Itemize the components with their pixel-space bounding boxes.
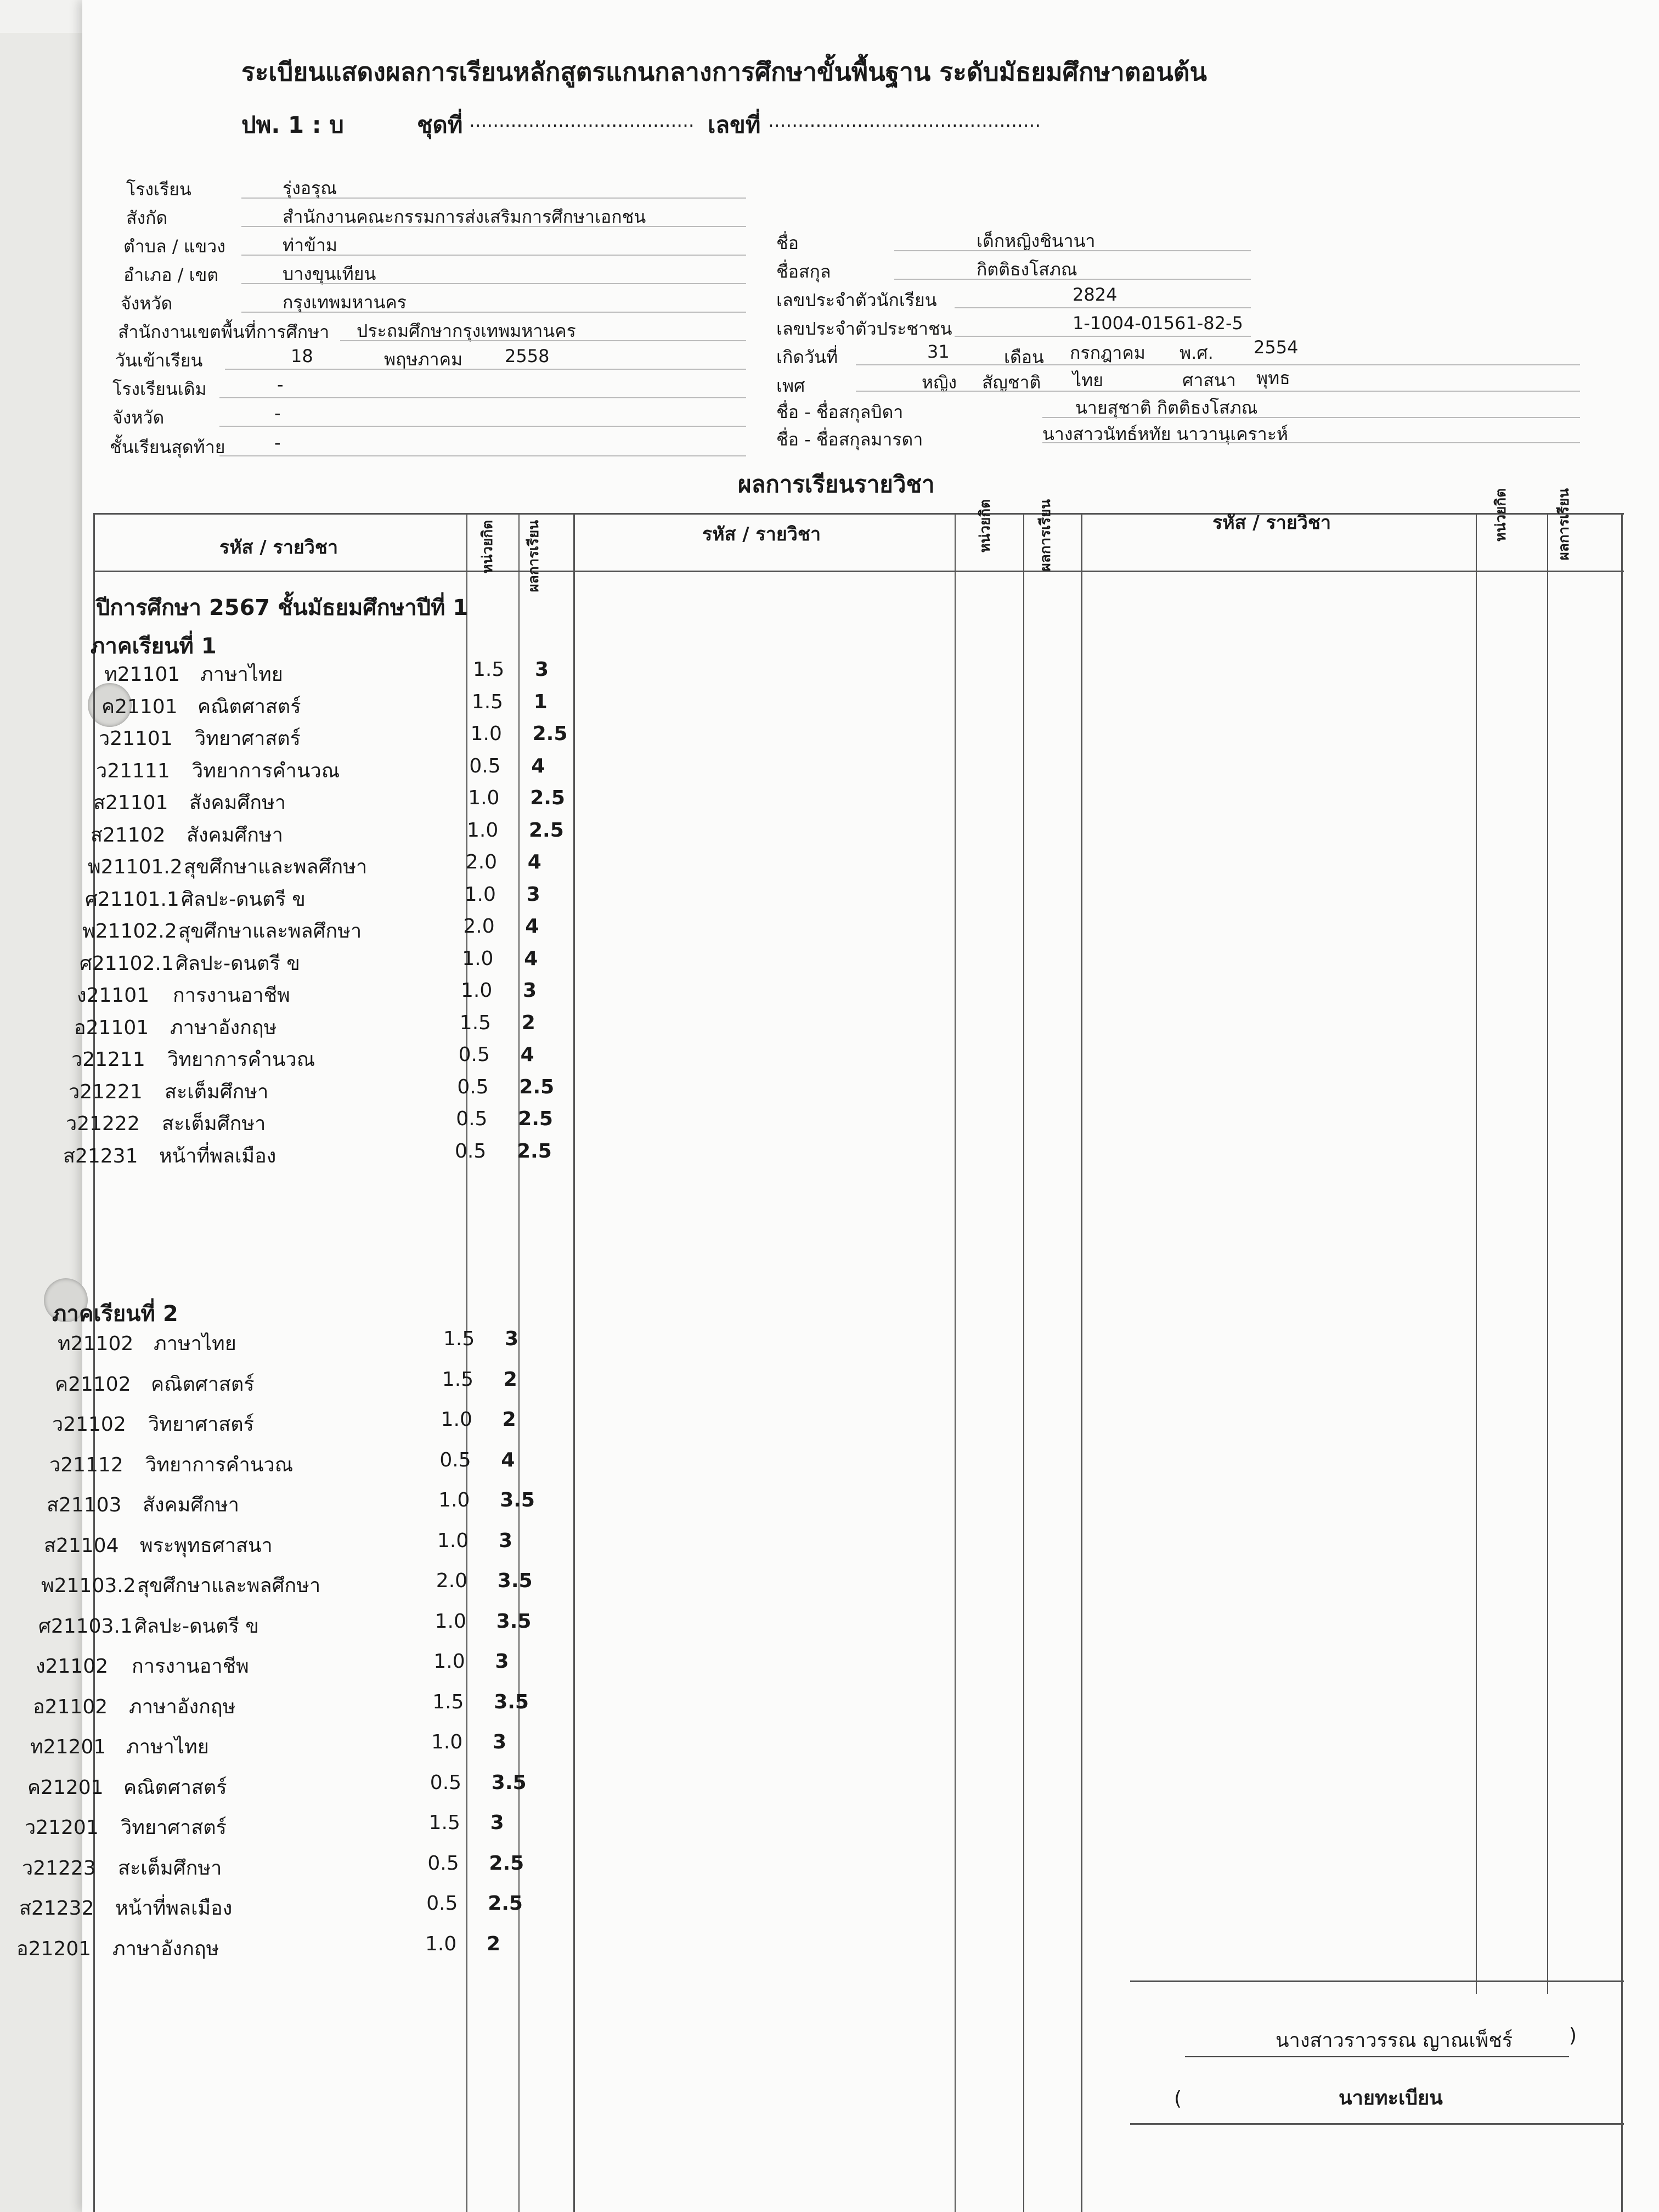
course-row <box>0 1570 576 1600</box>
course-name: คณิตศาสตร์ <box>123 1776 227 1799</box>
name-value: เด็กหญิงชินานา <box>977 230 1096 251</box>
last-level-value: - <box>274 432 281 453</box>
course-credit: 1.0 <box>425 1932 457 1955</box>
course-code: ศ21102.1 <box>80 952 174 975</box>
course-name: วิทยาศาสตร์ <box>195 727 301 750</box>
course-name: ภาษาไทย <box>126 1736 209 1758</box>
signature-open-paren: ( <box>1174 2087 1182 2110</box>
results-title: ผลการเรียนรายวิชา <box>738 471 935 498</box>
course-grade: 3 <box>523 979 537 1002</box>
course-row <box>0 723 576 753</box>
course-code: ว21221 <box>69 1080 143 1103</box>
birth-month: กรกฎาคม <box>1070 342 1146 363</box>
course-row <box>0 979 576 1010</box>
course-name: สุขศึกษาและพลศึกษา <box>184 856 368 878</box>
course-code: ท21201 <box>30 1736 106 1758</box>
course-grade: 3.5 <box>491 1771 527 1794</box>
prev-province-value: - <box>274 403 281 424</box>
course-row <box>0 1449 576 1480</box>
course-grade: 4 <box>501 1448 515 1471</box>
citizen-id-label: เลขประจำตัวประชาชน <box>776 318 952 339</box>
district-label: อำเภอ / เขต <box>123 264 219 285</box>
course-code: ว21201 <box>25 1816 99 1839</box>
course-code: ศ21101.1 <box>85 888 179 911</box>
course-grade: 3 <box>495 1650 509 1673</box>
year-heading: ปีการศึกษา 2567 ชั้นมัธยมศึกษาปีที่ 1 <box>96 595 469 620</box>
course-code: พ21103.2 <box>41 1575 136 1597</box>
course-name: ศิลปะ-ดนตรี ข <box>176 952 300 975</box>
course-grade: 3 <box>505 1328 519 1350</box>
course-row <box>0 755 576 786</box>
term2-heading: ภาคเรียนที่ 2 <box>52 1301 178 1327</box>
course-name: ศิลปะ-ดนตรี ข <box>134 1615 259 1638</box>
surname-label: ชื่อสกุล <box>776 261 831 282</box>
course-name: คณิตศาสตร์ <box>198 695 301 718</box>
course-name: สังคมศึกษา <box>143 1494 239 1516</box>
province-label: จังหวัด <box>121 293 173 314</box>
course-grade: 3 <box>493 1731 507 1753</box>
course-credit: 2.0 <box>436 1570 468 1592</box>
course-code: พ21102.2 <box>82 920 177 943</box>
affiliation-value: สำนักงานคณะกรรมการส่งเสริมการศึกษาเอกชน <box>283 206 646 227</box>
course-row <box>0 1812 576 1842</box>
course-grade: 4 <box>520 1043 534 1066</box>
course-grade: 4 <box>531 754 545 777</box>
gender-label: เพศ <box>776 375 805 396</box>
course-code: ว21222 <box>66 1113 140 1135</box>
course-code: อ21201 <box>16 1937 92 1960</box>
course-row <box>0 915 576 946</box>
course-grade: 2.5 <box>529 819 564 842</box>
be-label: พ.ศ. <box>1180 342 1214 363</box>
course-credit: 1.0 <box>461 979 493 1002</box>
course-code: ท21101 <box>104 663 180 686</box>
subdistrict-label: ตำบล / แขวง <box>123 236 225 257</box>
course-name: สังคมศึกษา <box>189 792 286 814</box>
course-row <box>0 1408 576 1439</box>
course-row <box>0 1076 576 1107</box>
citizen-id-value: 1-1004-01561-82-5 <box>1073 313 1243 334</box>
col-subject-3: รหัส / รายวิชา <box>1212 512 1331 534</box>
course-credit: 1.5 <box>428 1812 460 1834</box>
surname-value: กิตติธงโสภณ <box>977 259 1077 280</box>
course-row <box>0 1043 576 1074</box>
course-grade: 3.5 <box>500 1489 535 1511</box>
course-grade: 2.5 <box>488 1892 523 1915</box>
course-credit: 1.0 <box>470 723 502 745</box>
course-credit: 0.5 <box>426 1892 458 1915</box>
course-row <box>0 1650 576 1681</box>
course-grade: 4 <box>525 915 539 938</box>
course-code: ง21101 <box>77 984 150 1007</box>
course-name: วิทยาศาสตร์ <box>148 1413 255 1436</box>
school-label: โรงเรียน <box>126 179 191 200</box>
signature-close-paren: ) <box>1569 2024 1577 2047</box>
course-grade: 3 <box>490 1812 504 1834</box>
course-code: พ21101.2 <box>88 856 183 878</box>
course-grade: 2.5 <box>489 1852 524 1875</box>
course-row <box>0 1108 576 1138</box>
prev-school-label: โรงเรียนเดิม <box>112 379 207 399</box>
student-id-value: 2824 <box>1073 284 1118 305</box>
col-grade-1: ผลการเรียน <box>526 520 542 592</box>
course-credit: 0.5 <box>456 1108 488 1130</box>
course-credit: 0.5 <box>430 1771 462 1794</box>
course-name: วิทยาการคำนวณ <box>192 759 340 782</box>
course-code: ว21211 <box>71 1048 145 1071</box>
course-name: วิทยาการคำนวณ <box>145 1453 294 1476</box>
mother-value: นางสาวนัทธ์หทัย นาวานุเคราะห์ <box>1042 424 1288 444</box>
course-name: การงานอาชีพ <box>173 984 290 1007</box>
course-credit: 2.0 <box>463 915 495 938</box>
registrar-name: นางสาวราวรรณ ญาณเพ็ชร์ <box>1276 2029 1513 2052</box>
course-name: สุขศึกษาและพลศึกษา <box>178 920 362 943</box>
course-credit: 1.5 <box>473 658 505 681</box>
course-code: ท21102 <box>58 1333 134 1355</box>
course-code: ว21112 <box>49 1453 123 1476</box>
course-row <box>0 1691 576 1722</box>
course-credit: 0.5 <box>427 1852 459 1875</box>
course-row <box>0 1852 576 1883</box>
course-name: หน้าที่พลเมือง <box>115 1897 233 1920</box>
course-credit: 0.5 <box>469 754 501 777</box>
number-label: เลขที่ <box>708 111 761 138</box>
course-credit: 1.0 <box>433 1650 465 1673</box>
name-label: ชื่อ <box>776 233 799 253</box>
course-name: ศิลปะ-ดนตรี ข <box>181 888 306 911</box>
area-label: สำนักงานเขตพื้นที่การศึกษา <box>118 321 330 342</box>
religion-label: ศาสนา <box>1182 370 1236 391</box>
nationality-label: สัญชาติ <box>982 372 1041 393</box>
course-code: ส21101 <box>93 792 168 814</box>
course-code: ส21102 <box>91 823 166 847</box>
course-row <box>0 819 576 850</box>
col-credit-2: หน่วยกิต <box>977 499 994 553</box>
school-value: รุ่งอรุณ <box>283 178 337 199</box>
course-grade: 3 <box>499 1529 513 1552</box>
course-name: ภาษาไทย <box>200 663 283 686</box>
course-row <box>0 1892 576 1923</box>
course-credit: 1.5 <box>471 690 504 713</box>
father-label: ชื่อ - ชื่อสกุลบิดา <box>776 402 904 422</box>
course-credit: 0.5 <box>455 1139 487 1163</box>
enter-year: 2558 <box>505 346 550 366</box>
course-row <box>0 1530 576 1560</box>
course-grade: 2 <box>503 1368 517 1391</box>
religion-value: พุทธ <box>1256 368 1290 388</box>
course-grade: 2 <box>487 1932 501 1955</box>
course-code: อ21101 <box>74 1016 149 1039</box>
course-grade: 1 <box>533 690 548 713</box>
course-grade: 3.5 <box>496 1610 532 1633</box>
course-name: วิทยาศาสตร์ <box>121 1816 227 1839</box>
course-credit: 1.0 <box>467 819 499 842</box>
course-row <box>0 1771 576 1802</box>
course-name: สุขศึกษาและพลศึกษา <box>137 1575 321 1597</box>
form-code: ปพ. 1 : บ <box>241 111 344 138</box>
course-grade: 2.5 <box>532 723 568 745</box>
course-code: ค21101 <box>101 695 178 718</box>
course-code: ส21232 <box>19 1897 94 1920</box>
course-credit: 1.5 <box>442 1368 474 1391</box>
course-name: การงานอาชีพ <box>132 1655 249 1678</box>
subdistrict-value: ท่าข้าม <box>283 235 337 256</box>
course-row <box>0 1012 576 1042</box>
term1-heading: ภาคเรียนที่ 1 <box>91 634 217 659</box>
last-level-label: ชั้นเรียนสุดท้าย <box>110 437 225 458</box>
course-row <box>0 1489 576 1520</box>
affiliation-label: สังกัด <box>126 207 168 228</box>
course-code: อ21102 <box>33 1695 108 1718</box>
mother-label: ชื่อ - ชื่อสกุลมารดา <box>776 429 923 450</box>
area-value: ประถมศึกษากรุงเทพมหานคร <box>357 320 576 341</box>
col-subject-2: รหัส / รายวิชา <box>702 523 821 545</box>
course-credit: 1.0 <box>468 787 500 809</box>
course-grade: 4 <box>527 851 541 873</box>
course-name: ภาษาไทย <box>154 1333 236 1355</box>
course-credit: 1.0 <box>462 947 494 970</box>
course-code: ง21102 <box>36 1655 109 1678</box>
course-grade: 2.5 <box>530 787 565 809</box>
birth-label: เกิดวันที่ <box>776 347 838 368</box>
course-code: ส21104 <box>44 1534 119 1557</box>
course-name: ภาษาอังกฤษ <box>112 1937 219 1960</box>
prev-school-value: - <box>277 374 284 395</box>
course-name: สังคมศึกษา <box>187 823 283 847</box>
course-name: ภาษาอังกฤษ <box>170 1016 277 1039</box>
course-row <box>0 787 576 817</box>
course-row <box>0 1368 576 1399</box>
course-name: หน้าที่พลเมือง <box>159 1144 276 1167</box>
course-credit: 1.0 <box>441 1408 472 1431</box>
registrar-role: นายทะเบียน <box>1339 2087 1443 2109</box>
course-credit: 1.5 <box>459 1011 492 1034</box>
district-value: บางขุนเทียน <box>283 263 376 284</box>
course-code: ศ21103.1 <box>38 1615 133 1638</box>
birth-day: 31 <box>927 341 950 362</box>
course-grade: 3.5 <box>497 1570 533 1592</box>
col-grade-2: ผลการเรียน <box>1037 499 1054 572</box>
course-row <box>0 691 576 721</box>
course-credit: 0.5 <box>439 1448 471 1471</box>
enter-month: พฤษภาคม <box>384 349 463 370</box>
course-grade: 4 <box>524 947 538 970</box>
course-code: ว21111 <box>96 759 170 782</box>
course-name: วิทยาการคำนวณ <box>167 1048 315 1071</box>
birth-year: 2554 <box>1254 337 1299 358</box>
father-value: นายสุชาติ กิตติธงโสภณ <box>1075 397 1258 418</box>
course-name: พระพุทธศาสนา <box>140 1534 273 1557</box>
nationality-value: ไทย <box>1073 370 1103 391</box>
course-row <box>0 883 576 914</box>
course-grade: 2 <box>521 1011 535 1034</box>
course-row <box>0 851 576 882</box>
course-grade: 2.5 <box>518 1108 553 1130</box>
number-dots: .............................................. <box>768 110 1041 132</box>
course-credit: 1.5 <box>443 1328 475 1350</box>
course-row <box>0 947 576 978</box>
course-code: ค21201 <box>27 1776 104 1799</box>
month-label: เดือน <box>1004 347 1044 368</box>
course-name: คณิตศาสตร์ <box>151 1373 255 1396</box>
enter-label: วันเข้าเรียน <box>115 350 203 371</box>
course-credit: 1.0 <box>438 1489 470 1511</box>
course-grade: 3 <box>535 658 549 681</box>
course-credit: 2.0 <box>465 851 498 873</box>
course-row <box>0 1933 576 1963</box>
course-name: สะเต็มศึกษา <box>165 1080 269 1103</box>
course-row <box>0 1328 576 1358</box>
course-row <box>0 1731 576 1762</box>
course-row <box>0 658 576 689</box>
gender-value: หญิง <box>922 372 957 393</box>
course-code: ว21102 <box>52 1413 126 1436</box>
course-row <box>0 1610 576 1641</box>
course-credit: 1.0 <box>435 1610 466 1633</box>
course-grade: 2.5 <box>517 1139 552 1163</box>
course-credit: 0.5 <box>458 1043 490 1066</box>
course-row <box>0 1140 576 1171</box>
province-value: กรุงเทพมหานคร <box>283 292 407 313</box>
course-credit: 1.5 <box>432 1690 464 1713</box>
page-title: ระเบียนแสดงผลการเรียนหลักสูตรแกนกลางการศึกษาขั้นพื้นฐาน ระดับมัธยมศึกษาตอนต้น <box>241 57 1207 87</box>
col-subject-1: รหัส / รายวิชา <box>219 537 338 558</box>
course-credit: 1.0 <box>431 1731 463 1753</box>
col-credit-3: หน่วยกิต <box>1493 488 1509 542</box>
course-code: ส21103 <box>47 1494 122 1516</box>
col-grade-3: ผลการเรียน <box>1556 488 1572 561</box>
course-name: ภาษาอังกฤษ <box>129 1695 236 1718</box>
course-name: สะเต็มศึกษา <box>162 1113 266 1135</box>
course-credit: 0.5 <box>457 1075 489 1098</box>
course-code: ส21231 <box>63 1144 138 1167</box>
set-label: ชุดที่ <box>417 111 463 138</box>
course-code: ค21102 <box>55 1373 131 1396</box>
course-credit: 1.0 <box>464 883 496 906</box>
course-grade: 3.5 <box>494 1690 529 1713</box>
enter-day: 18 <box>291 346 313 366</box>
course-name: สะเต็มศึกษา <box>118 1857 222 1880</box>
course-grade: 2 <box>502 1408 516 1431</box>
course-grade: 3 <box>526 883 540 906</box>
course-grade: 2.5 <box>519 1075 555 1098</box>
set-dots: ...................................... <box>469 110 695 132</box>
course-code: ว21101 <box>99 727 173 750</box>
course-code: ว21223 <box>22 1857 96 1880</box>
student-id-label: เลขประจำตัวนักเรียน <box>776 290 937 311</box>
course-credit: 1.0 <box>437 1529 469 1552</box>
col-credit-1: หน่วยกิต <box>479 520 496 574</box>
prev-province-label: จังหวัด <box>112 407 165 428</box>
